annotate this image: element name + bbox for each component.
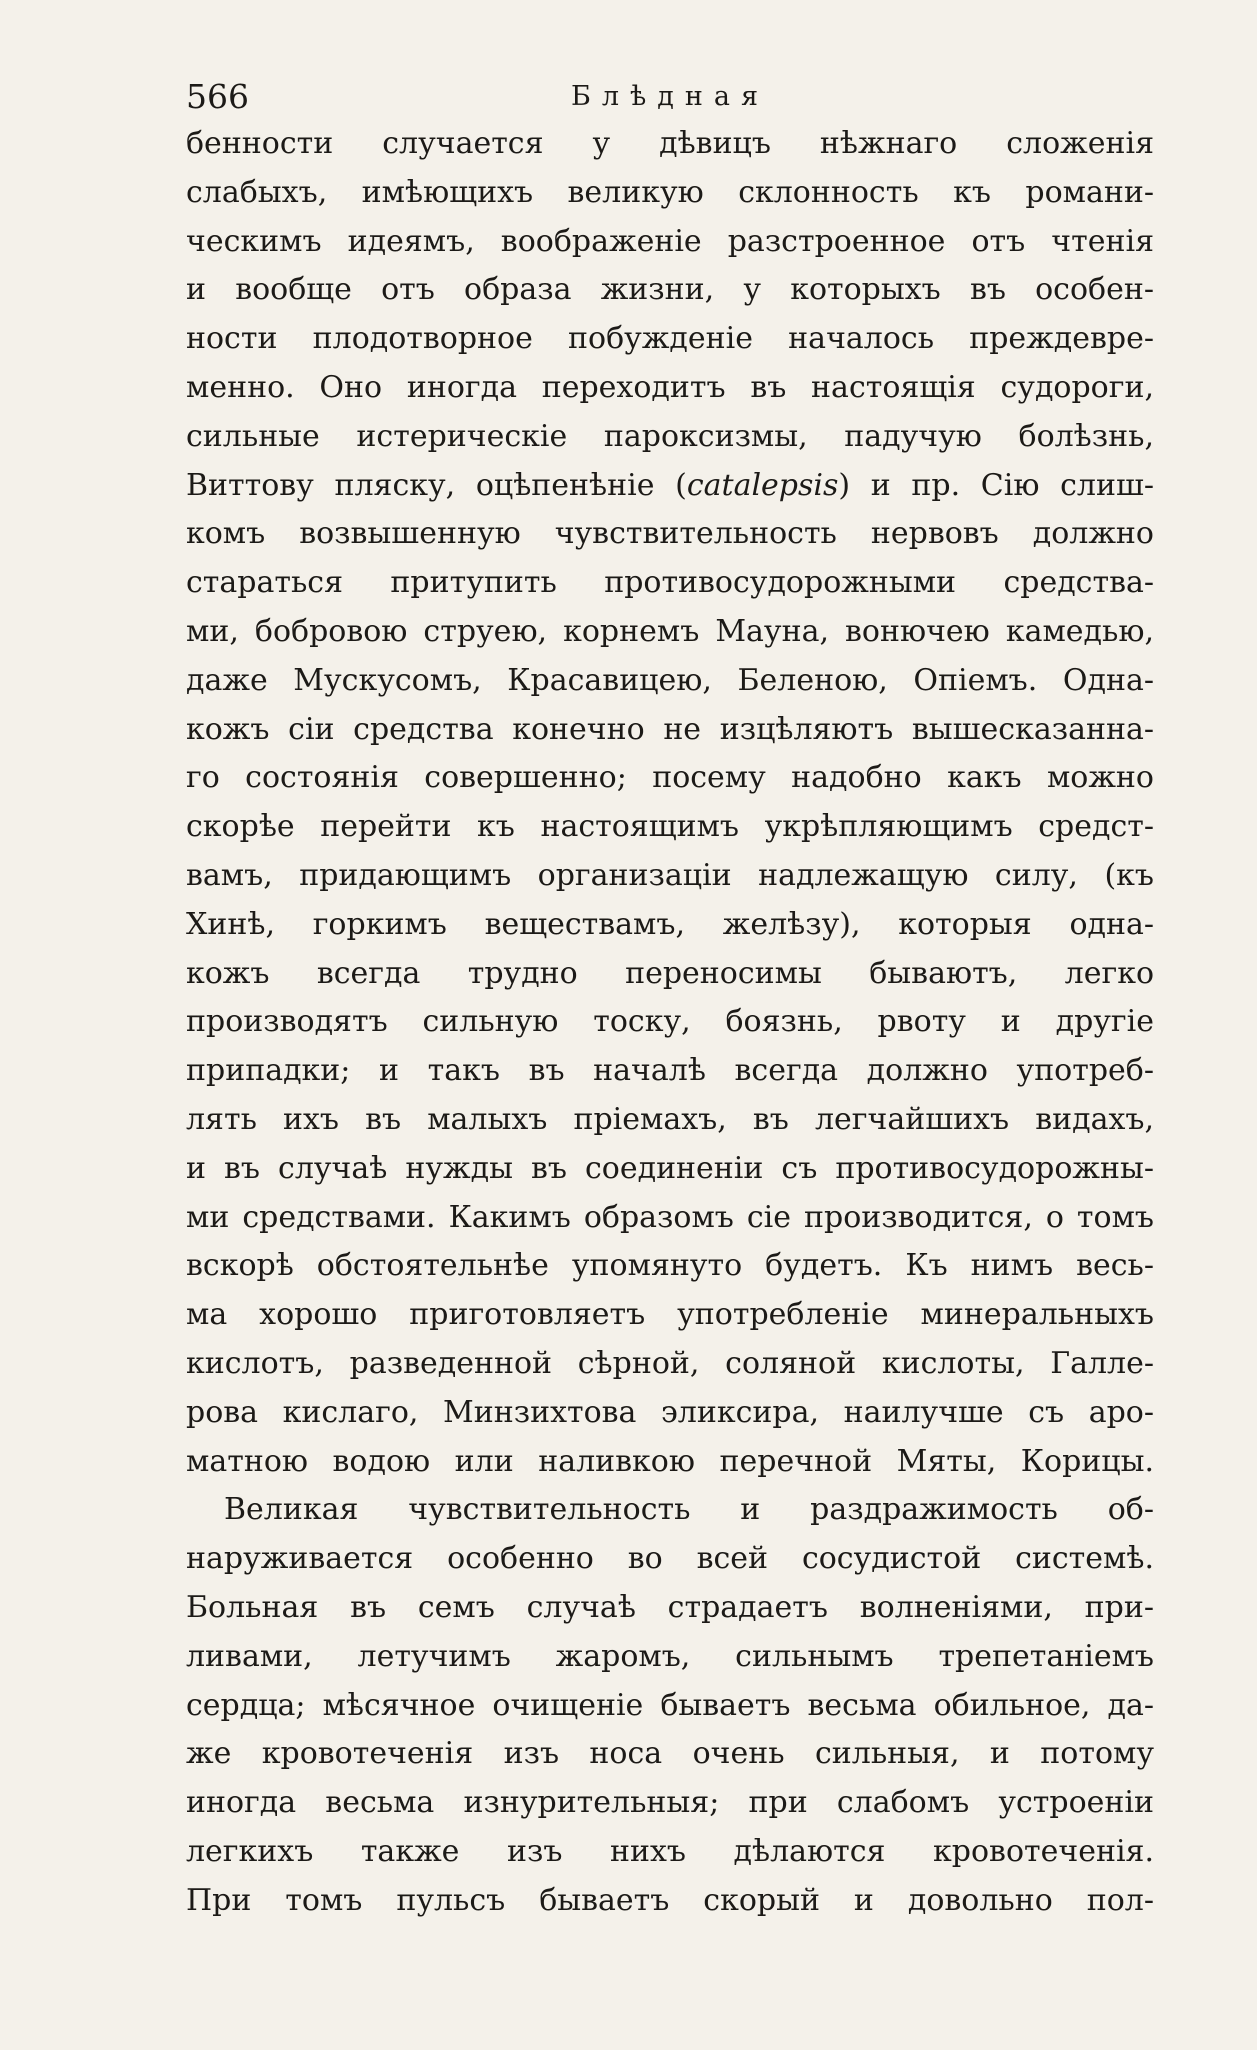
text-segment: Виттову пляску, оцѣпенѣніе ( xyxy=(186,467,687,503)
text-line: Хинѣ, горкимъ веществамъ, желѣзу), которыя одна- xyxy=(186,906,1154,942)
page-header xyxy=(186,72,1154,122)
latin-term: catalepsis xyxy=(686,467,839,503)
text-line: вамъ, придающимъ организаціи надлежащую силу, (къ xyxy=(186,857,1154,893)
text-line: же кровотеченія изъ носа очень сильныя, и потому xyxy=(186,1736,1154,1772)
text-line: производятъ сильную тоску, боязнь, рвоту и другіе xyxy=(186,1004,1154,1040)
text-line: ми средствами. Какимъ образомъ сіе производится, о томъ xyxy=(186,1199,1154,1235)
text-line: ми, бобровою струею, корнемъ Мауна, вонючею камедью, xyxy=(186,613,1154,649)
text-line: комъ возвышенную чувствительность нервовъ должно xyxy=(186,516,1154,552)
text-line: слабыхъ, имѣющихъ великую склонность къ романи- xyxy=(186,174,1154,210)
text-line: ности плодотворное побужденіе началось преждевре- xyxy=(186,321,1154,357)
text-line: и вообще отъ образа жизни, у которыхъ въ особен- xyxy=(186,272,1154,308)
text-line: иногда весьма изнурительныя; при слабомъ устроеніи xyxy=(186,1785,1154,1821)
text-line: ливами, летучимъ жаромъ, сильнымъ трепетаніемъ xyxy=(186,1638,1154,1674)
text-line: вскорѣ обстоятельнѣе упомянуто будетъ. Къ нимъ весь- xyxy=(186,1248,1154,1284)
text-line: скорѣе перейти къ настоящимъ укрѣпляющимъ средст- xyxy=(186,809,1154,845)
text-line: ческимъ идеямъ, воображеніе разстроенное отъ чтенія xyxy=(186,223,1154,259)
text-line: бенности случается у дѣвицъ нѣжнаго сложенія xyxy=(186,126,1154,161)
text-line: кожъ сіи средства конечно не изцѣляютъ вышесказанна- xyxy=(186,711,1154,747)
text-line-with-italic xyxy=(186,462,1154,511)
text-line: стараться притупить противосудорожными средства- xyxy=(186,565,1154,601)
text-line: наруживается особенно во всей сосудистой системѣ. xyxy=(186,1541,1154,1577)
text-line: рова кислаго, Минзихтова эликсира, наилучше съ аро- xyxy=(186,1394,1154,1430)
text-line: При томъ пульсъ бываетъ скорый и довольно пол- xyxy=(186,1882,1154,1918)
text-line: и въ случаѣ нужды въ соединеніи съ противосудорожны- xyxy=(186,1150,1154,1186)
running-title: Блѣдная xyxy=(571,81,770,112)
text-line: лять ихъ въ малыхъ пріемахъ, въ легчайшихъ видахъ, xyxy=(186,1101,1154,1137)
text-line: даже Мускусомъ, Красавицею, Беленою, Опіемъ. Одна- xyxy=(186,662,1154,698)
text-line: го состоянія совершенно; посему надобно какъ можно xyxy=(186,760,1154,796)
text-line: матною водою или наливкою перечной Мяты, Корицы. xyxy=(186,1443,1154,1479)
text-line: припадки; и такъ въ началѣ всегда должно употреб- xyxy=(186,1053,1154,1089)
text-line: сердца; мѣсячное очищеніе бываетъ весьма обильное, да- xyxy=(186,1687,1154,1723)
text-line: Больная въ семъ случаѣ страдаетъ волненіями, при- xyxy=(186,1589,1154,1625)
text-line: кожъ всегда трудно переносимы бываютъ, легко xyxy=(186,955,1154,991)
text-segment: ) и пр. Сію слиш- xyxy=(838,467,1154,503)
text-line: кислотъ, разведенной сѣрной, соляной кислоты, Галле- xyxy=(186,1345,1154,1381)
page-number: 566 xyxy=(186,77,249,116)
paragraph-first-line: Великая чувствительность и раздражимость об- xyxy=(224,1492,1154,1528)
text-line: менно. Оно иногда переходитъ въ настоящія судороги, xyxy=(186,369,1154,405)
text-line: сильные истерическіе пароксизмы, падучую болѣзнь, xyxy=(186,418,1154,454)
text-line: ма хорошо приготовляетъ употребленіе минеральныхъ xyxy=(186,1297,1154,1333)
text-line: легкихъ также изъ нихъ дѣлаются кровотеченія. xyxy=(186,1833,1154,1869)
body-text xyxy=(186,120,1154,1925)
